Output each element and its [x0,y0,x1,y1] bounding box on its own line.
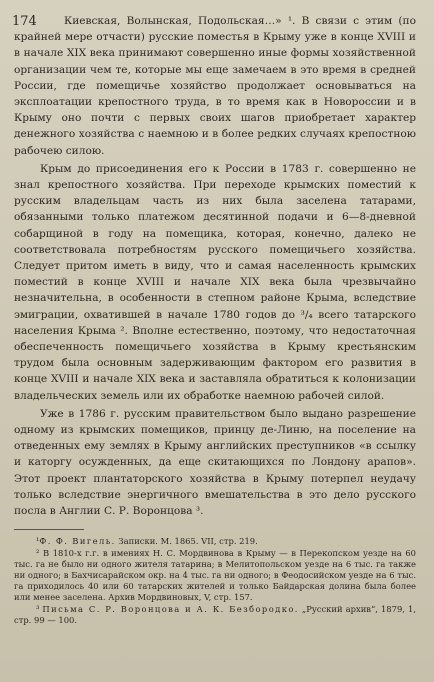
footnote-2-text: В 1810-х г.г. в имениях Н. С. Мордвинова в Крыму — в Перекопском уезде на 60 тыс. га не было ни одного жителя татарина; в Мелитопольском уезде на 6 тыс. га также ни одного; в Бахчисарайском окр. на 4 тыс. га ни одного; в Феодосийском уезде на 6 тыс. га приходилось 40 или 60 татарских жителей и только Байдарская долина была более или менее заселена. Архив Мордвиновых, V, стр. 157. [14,547,416,603]
footnote-3 [14,604,416,626]
footnote-1-text: Записки. М. 1865. VII, стр. 219. [115,536,258,547]
footnote-2-marker: ² [36,547,40,558]
body-text [14,13,416,519]
footnotes [14,536,416,626]
footnote-1-marker: ¹ [36,536,40,547]
paragraph-2: Крым до присоединения его к России в 1783 г. совершенно не знал крепостного хозяйства. При переходе крымских поместий к русским владельцам часть из них была заселена татарами, обязанными только платежом десятинной подачи и 6—8-дневной собарщиной в году на помещика, которая, конечно, далеко не соответствовала потребностям русского помещичьего хозяйства. Следует притом иметь в виду, что и самая населенность крымских поместий в конце XVIII и начале XIX века была чрезвычайно незначительна, в особенности в степном районе Крыма, вследствие эмиграции, охватившей в начале 1780 годов до ³/₄ всего татарского населения Крыма ². Вполне естественно, поэтому, что недостаточная обеспеченность помещичьего хозяйства в Крыму крестьянским трудом была основным задерживающим фактором его развития в конце XVIII и начале XIX века и заставляла обратиться к колонизации владельческих земель или их обработке наемною рабочей силой. [14,162,416,402]
footnote-3-author: Письма С. Р. Воронцова и А. К. Безбородко. [42,603,299,614]
page-number: 174 [12,14,37,29]
footnote-2 [14,548,416,604]
footnote-3-text: „Русский архив“, 1879, 1, стр. 99 — 100. [14,603,416,625]
paragraph-1: Киевская, Волынская, Подольская…» ¹. В связи с этим (по крайней мере отчасти) русские поместья в Крыму уже в конце XVIII и в начале XIX века принимают совершенно иные формы хозяйственной организации чем те, которые мы еще замечаем в это время в средней России, где помещичье хозяйство продолжает основываться на эксплоатации крепостного труда, в то время как в Новороссии и в Крыму оно почти с первых своих шагов приобретает характер денежного хозяйства с наемною и в более редких случаях крепостною рабочею силою. [14,15,416,157]
footnote-3-marker: ³ [36,603,40,614]
footnote-divider [14,529,84,530]
footnote-1-author: Ф. Ф. Вигель. [39,536,116,547]
footnote-1 [14,536,416,547]
paragraph-3: Уже в 1786 г. русским правительством было выдано разрешение одному из крымских помещиков, принцу де-Линю, на поселение на отведенных ему землях в Крыму английских преступников «в ссылку и каторгу осужденных, да еще скитающихся по Лондону арапов». Этот проект плантаторского хозяйства в Крыму потерпел неудачу только вследствие энергичного вмешательства в это дело русского посла в Англии С. Р. Воронцова ³. [14,407,416,518]
